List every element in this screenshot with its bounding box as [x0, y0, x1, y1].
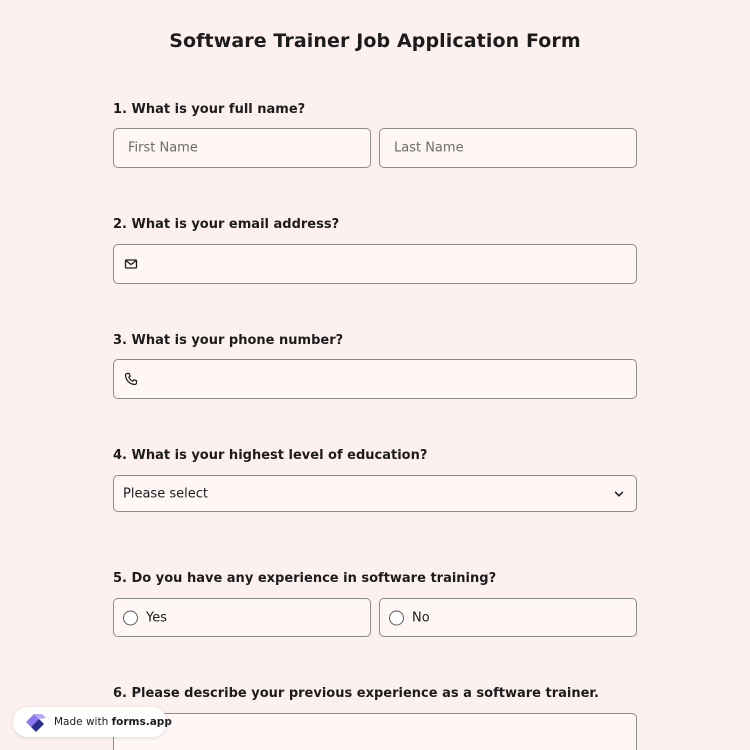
radio-circle-no[interactable]: [389, 610, 404, 625]
question-4-label: 4. What is your highest level of education?: [113, 448, 428, 463]
made-with-badge[interactable]: [13, 707, 172, 737]
last-name-input[interactable]: [379, 128, 637, 168]
question-5-label: 5. Do you have any experience in software training?: [113, 571, 497, 586]
form-title: Software Trainer Job Application Form: [169, 30, 581, 52]
question-6-label: 6. Please describe your previous experience as a software trainer.: [113, 686, 599, 701]
radio-label-no: No: [412, 610, 430, 625]
mail-icon: [124, 257, 138, 271]
question-2-label: 2. What is your email address?: [113, 217, 340, 232]
radio-circle-yes[interactable]: [123, 610, 138, 625]
last-name-placeholder: Last Name: [394, 140, 464, 156]
badge-prefix: Made with: [54, 716, 109, 728]
experience-textarea[interactable]: [113, 713, 637, 750]
question-3-label: 3. What is your phone number?: [113, 333, 344, 348]
phone-icon: [124, 372, 138, 386]
radio-label-yes: Yes: [146, 610, 167, 625]
first-name-placeholder: First Name: [128, 140, 198, 156]
radio-option-yes[interactable]: [113, 598, 371, 637]
badge-text: [54, 716, 172, 728]
first-name-input[interactable]: [113, 128, 371, 168]
chevron-down-icon: [613, 488, 625, 500]
email-input[interactable]: [113, 244, 637, 284]
forms-app-logo-icon: [20, 710, 50, 734]
radio-option-no[interactable]: [379, 598, 637, 637]
question-1-label: 1. What is your full name?: [113, 102, 306, 117]
education-select-value: Please select: [123, 486, 208, 501]
badge-brand: forms.app: [111, 716, 172, 728]
phone-input[interactable]: [113, 359, 637, 399]
education-select[interactable]: [113, 475, 637, 512]
